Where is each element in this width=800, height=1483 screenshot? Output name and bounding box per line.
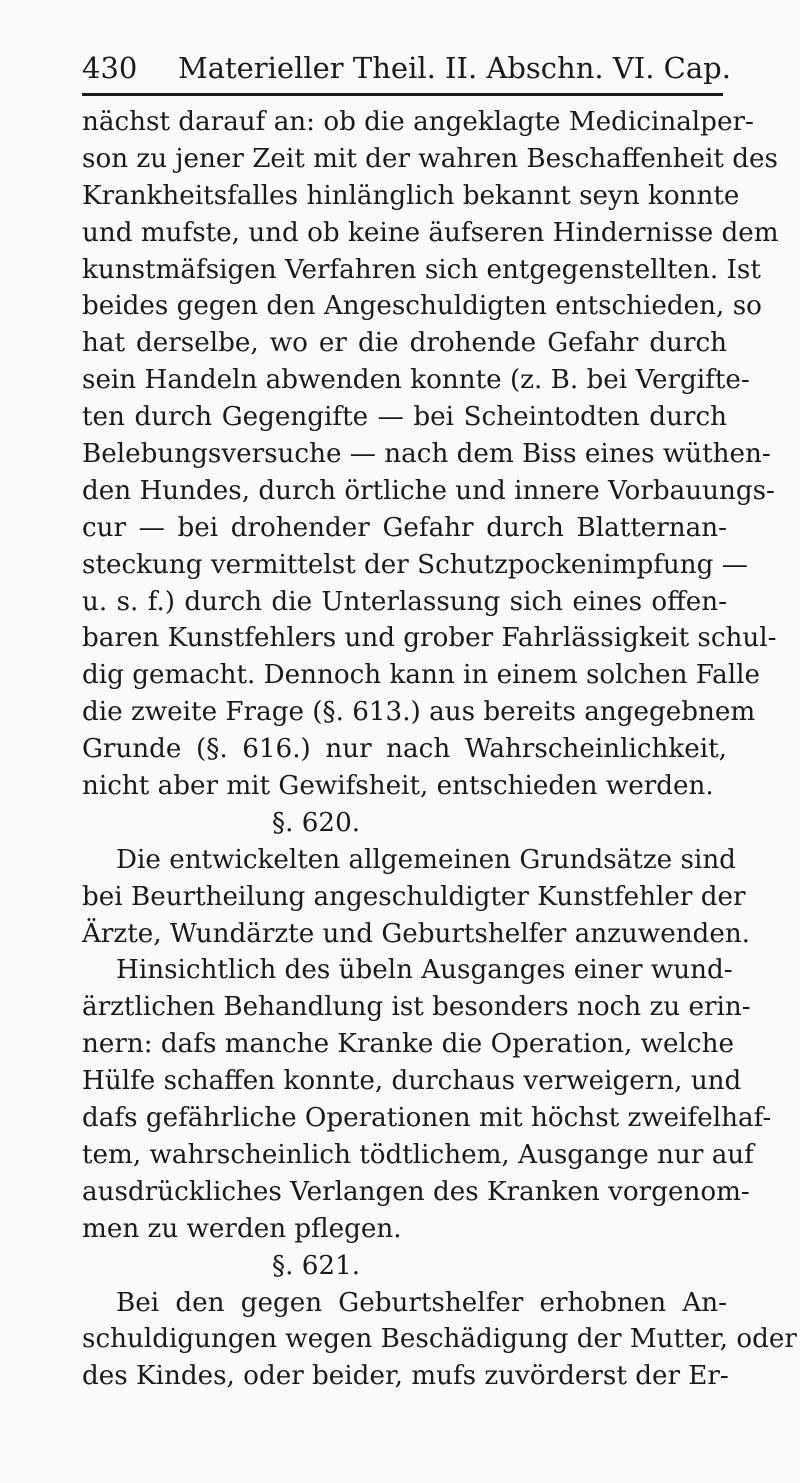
text-line: nern: dafs manche Kranke die Operation, welche (82, 1029, 734, 1060)
text-line: beides gegen den Angeschuldigten entschieden, so (82, 291, 762, 322)
text-line: Grunde (§. 616.) nur nach Wahrscheinlichkeit, (82, 734, 727, 765)
text-line: Die entwickelten allgemeinen Grundsätze sind (116, 844, 736, 875)
section-heading: §. 620. (272, 807, 361, 838)
text-line: ausdrückliches Verlangen des Kranken vorgenom- (82, 1176, 750, 1207)
text-line: Ärzte, Wundärzte und Geburtshelfer anzuwenden. (82, 918, 751, 949)
text-line: die zweite Frage (§. 613.) aus bereits angegebnem (82, 697, 756, 728)
text-line: dig gemacht. Dennoch kann in einem solchen Falle (82, 660, 761, 691)
text-line: des Kindes, oder beider, mufs zuvörderst der Er- (82, 1361, 729, 1392)
text-line: hat derselbe, wo er die drohende Gefahr durch (82, 328, 727, 359)
text-line: tem, wahrscheinlich tödtlichem, Ausgange nur auf (82, 1139, 754, 1170)
text-line: baren Kunstfehlers und grober Fahrlässigkeit schul- (82, 623, 777, 654)
text-line: schuldigungen wegen Beschädigung der Mutter, oder (82, 1324, 797, 1355)
header-rule (82, 93, 723, 96)
text-line: cur — bei drohender Gefahr durch Blatternan- (82, 512, 727, 543)
body-text (82, 104, 797, 1395)
text-line: kunstmäfsigen Verfahren sich entgegenstellten. Ist (82, 254, 761, 285)
text-line: ten durch Gegengifte — bei Scheintodten durch (82, 402, 727, 433)
text-line: Belebungsversuche — nach dem Biss eines wüthen- (82, 439, 771, 470)
page-header (82, 46, 731, 90)
text-line: men zu werden pflegen. (82, 1213, 402, 1244)
text-line: sein Handeln abwenden konnte (z. B. bei Vergifte- (82, 365, 750, 396)
text-line: steckung vermittelst der Schutzpockenimpfung — (82, 549, 748, 580)
page-number: 430 (82, 51, 138, 85)
text-line: bei Beurtheilung angeschuldigter Kunstfehler der (82, 881, 746, 912)
text-line: Krankheitsfalles hinlänglich bekannt seyn konnte (82, 180, 740, 211)
text-line: den Hundes, durch örtliche und innere Vorbauungs- (82, 475, 775, 506)
text-line: son zu jener Zeit mit der wahren Beschaffenheit des (82, 143, 778, 174)
text-line: nicht aber mit Gewifsheit, entschieden werden. (82, 771, 714, 802)
text-line: Hülfe schaffen konnte, durchaus verweigern, und (82, 1066, 742, 1097)
text-line: und mufste, und ob keine äufseren Hindernisse dem (82, 217, 779, 248)
running-title: Materieller Theil. II. Abschn. VI. Cap. (178, 51, 731, 85)
section-heading: §. 621. (272, 1250, 361, 1281)
text-line: u. s. f.) durch die Unterlassung sich eines offen- (82, 586, 727, 617)
text-line: Bei den gegen Geburtshelfer erhobnen An- (116, 1287, 727, 1318)
text-line: dafs gefährliche Operationen mit höchst zweifelhaf- (82, 1103, 772, 1134)
text-line: Hinsichtlich des übeln Ausganges einer wund- (116, 955, 733, 986)
text-line: ärztlichen Behandlung ist besonders noch zu erin- (82, 992, 751, 1023)
text-line: nächst darauf an: ob die angeklagte Medicinalper- (82, 107, 754, 137)
